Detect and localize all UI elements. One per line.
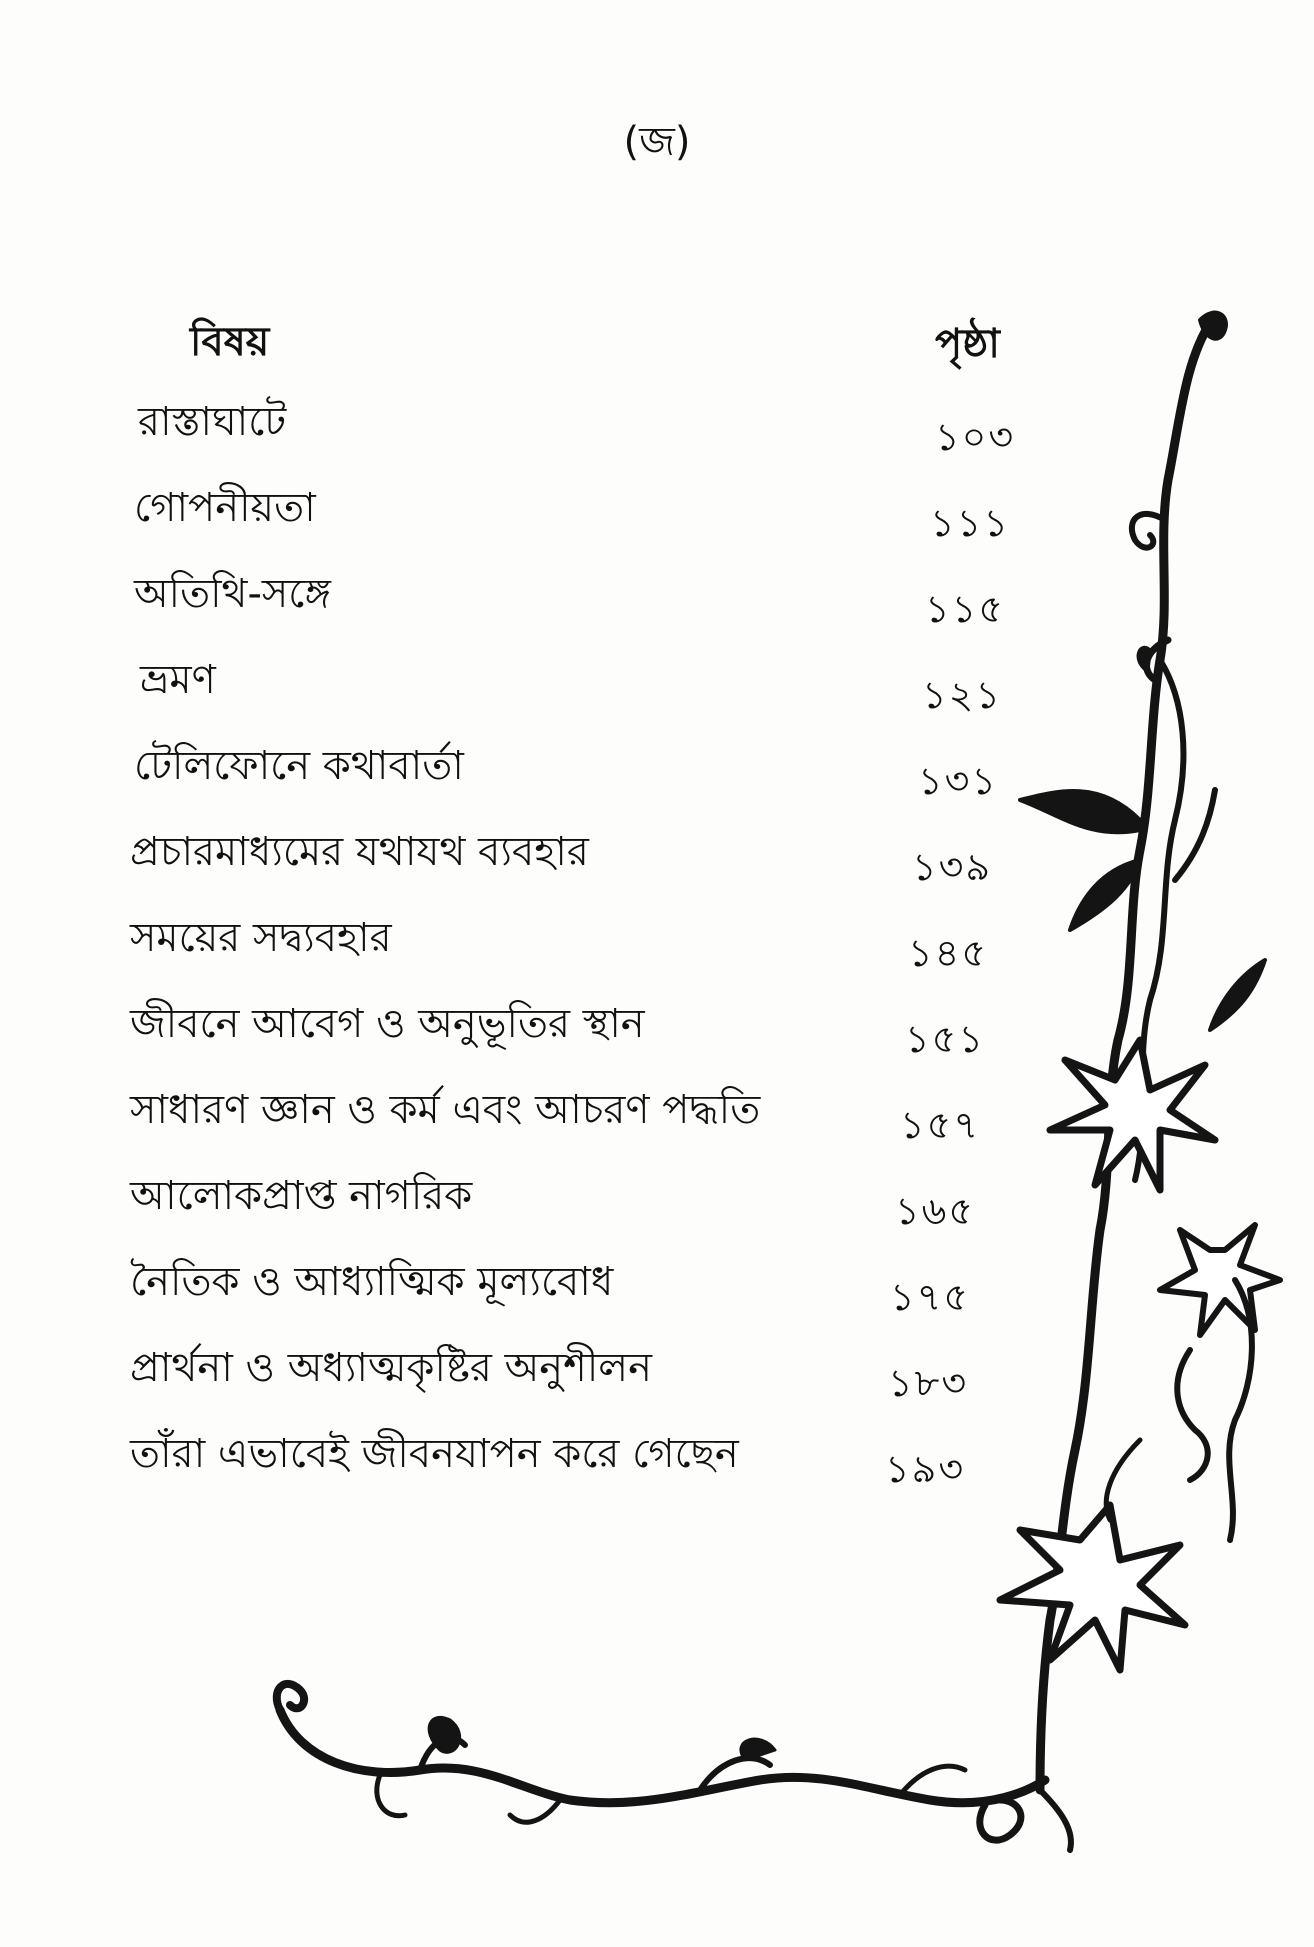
entry-page: ১০৩ — [935, 415, 1016, 459]
entry-title: তাঁরা এভাবেই জীবনযাপন করে গেছেন — [130, 1431, 739, 1477]
page-number: (জ) — [623, 119, 691, 165]
toc-entry — [130, 724, 1030, 810]
table-of-contents — [130, 300, 1030, 1498]
entry-page: ১৫১ — [905, 1017, 985, 1061]
toc-entry — [130, 1412, 1030, 1498]
toc-header — [130, 300, 1030, 380]
entry-title: গোপনীয়তা — [134, 485, 316, 531]
entry-page: ১৬৫ — [895, 1189, 976, 1233]
toc-entry — [130, 810, 1030, 896]
subject-column-label: বিষয় — [190, 319, 270, 365]
page-column-label: পৃষ্ঠা — [935, 321, 1000, 367]
entry-page: ১১১ — [930, 501, 1010, 545]
entry-title: প্রার্থনা ও অধ্যাত্মকৃষ্টির অনুশীলন — [130, 1345, 652, 1391]
entry-title: আলোকপ্রাপ্ত নাগরিক — [130, 1173, 473, 1219]
entry-page: ১২১ — [922, 673, 1003, 717]
entry-page: ১৫৭ — [900, 1103, 981, 1147]
entry-title: জীবনে আবেগ ও অনুভূতির স্থান — [130, 1001, 645, 1047]
toc-entry — [130, 1326, 1030, 1412]
entry-title: সাধারণ জ্ঞান ও কর্ম এবং আচরণ পদ্ধতি — [130, 1087, 761, 1133]
toc-entry — [130, 982, 1030, 1068]
entry-title: নৈতিক ও আধ্যাত্মিক মূল্যবোধ — [130, 1259, 614, 1305]
toc-entry — [130, 1068, 1030, 1154]
toc-entry — [130, 1240, 1030, 1326]
toc-entry — [130, 1154, 1030, 1240]
toc-entry — [130, 638, 1030, 724]
entry-page: ১৮৩ — [888, 1361, 969, 1405]
entry-title: অতিথি-সঙ্গে — [134, 571, 331, 617]
entry-title: সময়ের সদ্ব্যবহার — [130, 915, 392, 961]
toc-entry — [130, 552, 1030, 638]
entry-page: ১৩১ — [918, 759, 999, 803]
toc-entry — [130, 466, 1030, 552]
entry-title: টেলিফোনে কথাবার্তা — [134, 743, 464, 789]
toc-entry — [130, 380, 1030, 466]
entry-page: ১১৫ — [925, 587, 1005, 631]
entry-page: ১৩৯ — [912, 845, 993, 889]
entry-title: প্রচারমাধ্যমের যথাযথ ব্যবহার — [130, 829, 589, 875]
toc-entry — [130, 896, 1030, 982]
entry-page: ১৭৫ — [890, 1275, 971, 1319]
entry-title: ভ্রমণ — [140, 657, 216, 703]
entry-page: ১৯৩ — [885, 1447, 966, 1491]
entry-page: ১৪৫ — [908, 931, 988, 975]
entry-title: রাস্তাঘাটে — [138, 399, 287, 445]
